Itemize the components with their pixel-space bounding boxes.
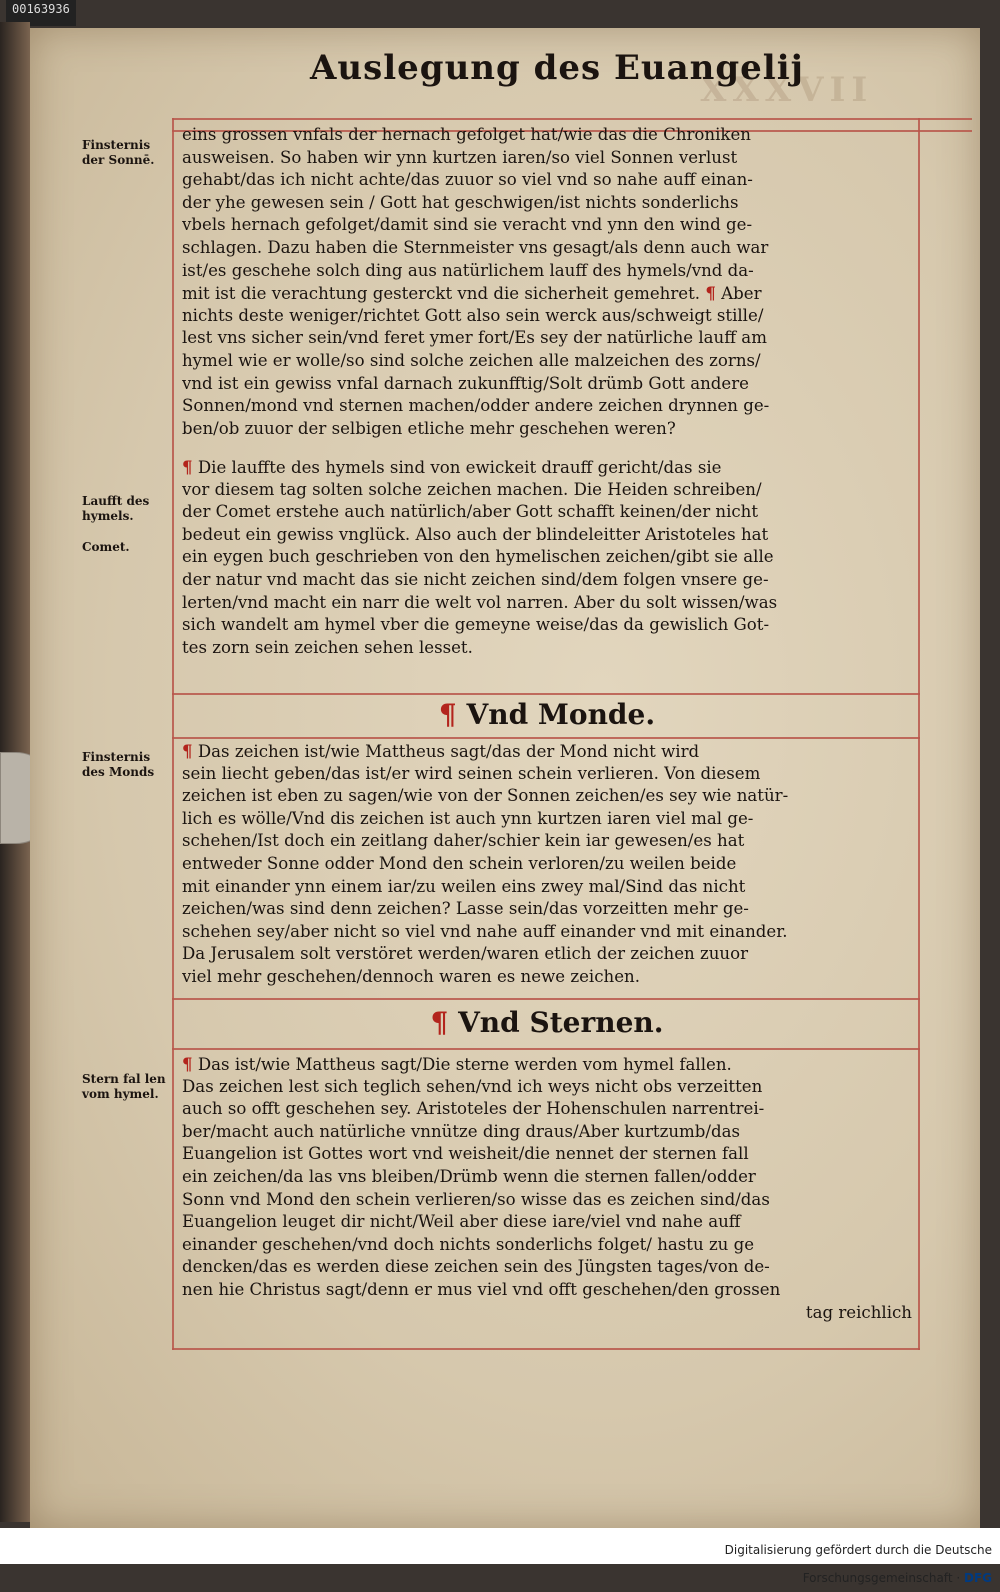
text-line: einander geschehen/vnd doch nichts sonderlichs folget/ hastu zu ge bbox=[182, 1234, 755, 1254]
margin-note-comet: Comet. bbox=[82, 540, 130, 554]
text-line: der Comet erstehe auch natürlich/aber Gott schafft keinen/der nicht bbox=[182, 502, 759, 522]
margin-note-heavens: Laufft des hymels. bbox=[82, 494, 150, 523]
text-line: schehen/Ist doch ein zeitlang daher/schier kein iar gewesen/es hat bbox=[182, 831, 745, 851]
funding-credit: Digitalisierung gefördert durch die Deutsche Forschungsgemeinschaft · DFG bbox=[600, 1536, 1000, 1564]
text-line: ¶ Das zeichen ist/wie Mattheus sagt/das der Mond nicht wird bbox=[182, 741, 700, 761]
text-line: sein liecht geben/das ist/er wird seinen schein verlieren. Von diesem bbox=[182, 763, 761, 783]
pilcrow-mark: ¶ bbox=[182, 457, 193, 477]
text-line: vnd ist ein gewiss vnfal darnach zukunfftig/Solt drümb Gott andere bbox=[182, 373, 749, 393]
text-line: nichts deste weniger/richtet Gott also sein werck aus/schweigt stille/ bbox=[182, 305, 764, 325]
text-line: mit ist die verachtung gesterckt vnd die sicherheit gemehret. ¶ Aber bbox=[182, 283, 762, 304]
text-line: lest vns sicher sein/vnd feret ymer fort/Es sey der natürliche lauff am bbox=[182, 328, 767, 348]
heading-moon: ¶ Vnd Monde. bbox=[438, 698, 656, 731]
dfg-logo: DFG bbox=[963, 1571, 992, 1585]
text-line: ein zeichen/da las vns bleiben/Drümb wenn die sternen fallen/odder bbox=[182, 1166, 756, 1186]
rule-top bbox=[172, 118, 972, 120]
text-line: sich wandelt am hymel vber die gemeyne weise/das da gewislich Got- bbox=[182, 615, 770, 635]
text-line: hymel wie er wolle/so sind solche zeichen alle malzeichen des zorns/ bbox=[182, 350, 761, 370]
text-line: ¶ Die lauffte des hymels sind von ewickeit drauff gericht/das sie bbox=[182, 457, 722, 477]
text-line: ben/ob zuuor der selbigen etliche mehr geschehen weren? bbox=[182, 418, 676, 438]
text-line: ausweisen. So haben wir ynn kurtzen iaren/so viel Sonnen verlust bbox=[182, 147, 738, 167]
text-line: schehen sey/aber nicht so viel vnd nahe auff einander vnd mit einander. bbox=[182, 921, 788, 941]
text-line: tes zorn sein zeichen sehen lesset. bbox=[182, 637, 473, 657]
text-line: auch so offt geschehen sey. Aristoteles der Hohenschulen narrentrei- bbox=[182, 1099, 765, 1119]
text-line: Das zeichen lest sich teglich sehen/vnd ich weys nicht obs verzeitten bbox=[182, 1076, 763, 1096]
pilcrow-mark: ¶ bbox=[705, 283, 716, 304]
text-line: entweder Sonne odder Mond den schein verloren/zu weilen beide bbox=[182, 853, 737, 873]
text-line: zeichen/was sind denn zeichen? Lasse sein/das vorzeitten mehr ge- bbox=[182, 899, 749, 919]
margin-note-sun-eclipse: Finsternis der Sonnē. bbox=[82, 138, 155, 167]
text-line: lich es wölle/Vnd dis zeichen ist auch ynn kurtzen iaren viel mal ge- bbox=[182, 808, 754, 828]
running-head: Auslegung des Euangelij bbox=[310, 48, 804, 88]
text-line: zeichen ist eben zu sagen/wie von der Sonnen zeichen/es sey wie natür- bbox=[182, 786, 789, 806]
text-line: bedeut ein gewiss vnglück. Also auch der blindeleitter Aristoteles hat bbox=[182, 524, 769, 544]
text-line: vbels hernach gefolget/damit sind sie veracht vnd ynn den wind ge- bbox=[182, 215, 753, 235]
funding-credit-text: Digitalisierung gefördert durch die Deutsche Forschungsgemeinschaft bbox=[724, 1543, 992, 1585]
rule-bottom bbox=[172, 1348, 920, 1350]
text-line: gehabt/das ich nicht achte/das zuuor so viel vnd so nahe auff einan- bbox=[182, 170, 753, 190]
catchword: tag reichlich bbox=[805, 1302, 912, 1322]
rule-sep-4 bbox=[172, 1048, 920, 1050]
rule-left bbox=[172, 118, 174, 1350]
text-section-2 bbox=[182, 456, 912, 659]
text-line: Sonn vnd Mond den schein verlieren/so wisse das es zeichen sind/das bbox=[182, 1189, 770, 1209]
bleed-through-folio: XXXVII bbox=[700, 70, 874, 110]
text-line: Euangelion ist Gottes wort vnd weisheit/die nennet der sternen fall bbox=[182, 1144, 749, 1164]
text-line: nen hie Christus sagt/denn er mus viel vnd offt geschehen/den grossen bbox=[182, 1279, 781, 1299]
text-section-4 bbox=[182, 1053, 912, 1324]
text-line: der natur vnd macht das sie nicht zeichen sind/dem folgen vnsere ge- bbox=[182, 569, 769, 589]
text-line: ist/es geschehe solch ding aus natürlichem lauff des hymels/vnd da- bbox=[182, 260, 754, 280]
text-line: Sonnen/mond vnd sternen machen/odder andere zeichen drynnen ge- bbox=[182, 396, 770, 416]
text-section-1 bbox=[182, 124, 912, 440]
pilcrow-mark: ¶ bbox=[182, 741, 193, 761]
rule-sep-1 bbox=[172, 693, 920, 695]
text-line: ¶ Das ist/wie Mattheus sagt/Die sterne werden vom hymel fallen. bbox=[182, 1054, 732, 1074]
text-line: vor diesem tag solten solche zeichen machen. Die Heiden schreiben/ bbox=[182, 479, 762, 499]
text-line: schlagen. Dazu haben die Sternmeister vns gesagt/als denn auch war bbox=[182, 237, 769, 257]
pilcrow-mark: ¶ bbox=[182, 1054, 193, 1074]
rule-sep-2 bbox=[172, 737, 920, 739]
text-section-3 bbox=[182, 740, 912, 989]
text-line: dencken/das es werden diese zeichen sein des Jüngsten tages/von de- bbox=[182, 1257, 770, 1277]
heading-stars: ¶ Vnd Sternen. bbox=[430, 1006, 664, 1039]
text-line: ein eygen buch geschrieben von den hymelischen zeichen/gibt sie alle bbox=[182, 547, 774, 567]
text-line: ber/macht auch natürliche vnnütze ding draus/Aber kurtzumb/das bbox=[182, 1121, 740, 1141]
rule-right bbox=[918, 118, 920, 1350]
text-line: der yhe gewesen sein / Gott hat geschwigen/ist nichts sonderlichs bbox=[182, 192, 739, 212]
text-line: Da Jerusalem solt verstöret werden/waren etlich der zeichen zuuor bbox=[182, 944, 749, 964]
text-line: Euangelion leuget dir nicht/Weil aber diese iare/viel vnd nahe auff bbox=[182, 1212, 741, 1232]
margin-note-falling-stars: Stern fal len vom hymel. bbox=[82, 1072, 166, 1101]
text-line: eins grossen vnfals der hernach gefolget hat/wie das die Chroniken bbox=[182, 125, 751, 144]
pilcrow-mark: ¶ bbox=[430, 1006, 449, 1039]
scan-id-label: 00163936 bbox=[6, 0, 76, 26]
text-line: lerten/vnd macht ein narr die welt vol narren. Aber du solt wissen/was bbox=[182, 592, 778, 612]
text-line: mit einander ynn einem iar/zu weilen eins zwey mal/Sind das nicht bbox=[182, 876, 746, 896]
rule-sep-3 bbox=[172, 998, 920, 1000]
pilcrow-mark: ¶ bbox=[438, 698, 457, 731]
text-line: viel mehr geschehen/dennoch waren es newe zeichen. bbox=[182, 966, 640, 986]
margin-note-moon-eclipse: Finsternis des Monds bbox=[82, 750, 155, 779]
